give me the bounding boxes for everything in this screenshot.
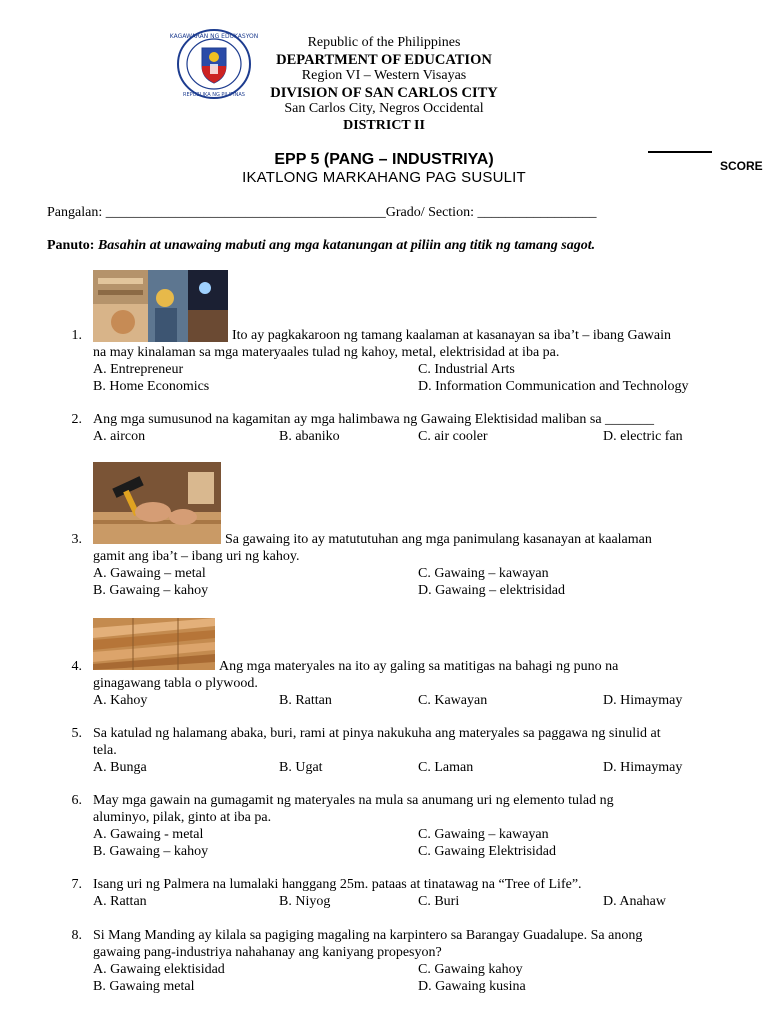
question-number: 4. [71,659,82,674]
choice: B. Rattan [279,693,332,708]
choice: C. air cooler [418,429,488,444]
choice: A. Rattan [93,894,147,909]
question-number: 3. [71,532,82,547]
woodworking-image [93,462,221,544]
score-label: SCORE [720,159,763,173]
header-department: DEPARTMENT OF EDUCATION [276,51,492,68]
question-text: gamit ang iba’t – ibang uri ng kahoy. [93,549,300,564]
choice: A. Entrepreneur [93,362,184,377]
choice: B. abaniko [279,429,340,444]
exam-subtitle: IKATLONG MARKAHANG PAG SUSULIT [242,169,526,186]
choice: A. Bunga [93,760,147,775]
choice: C. Laman [418,760,474,775]
question-text: Sa katulad ng halamang abaka, buri, rami at pinya nakukuha ang materyales sa paggawa ng sinulid at [93,726,661,741]
header-republic: Republic of the Philippines [307,35,461,50]
question-number: 5. [71,726,82,741]
choice: B. Niyog [279,894,331,909]
choice: A. Gawaing - metal [93,827,204,842]
question-number: 7. [71,877,82,892]
question-text: Ang mga sumusunod na kagamitan ay mga halimbawa ng Gawaing Elektisidad maliban sa _______ [93,412,655,427]
industrial-arts-collage-image [93,270,228,342]
question-text: May mga gawain na gumagamit ng materyales na mula sa anumang uri ng elemento tulad ng [93,793,614,808]
choice: A. aircon [93,429,146,444]
score-line [648,151,712,153]
choice: C. Kawayan [418,693,488,708]
header-region: Region VI – Western Visayas [301,68,467,84]
choice: C. Buri [418,894,460,909]
choice: D. Anahaw [603,894,666,909]
choice: B. Gawaing – kahoy [93,844,209,859]
choice: C. Gawaing – kawayan [418,827,549,842]
question-text: Isang uri ng Palmera na lumalaki hanggang 25m. pataas at tinatawag na “Tree of Life”. [93,877,582,892]
wood-planks-image [93,618,215,670]
choice: C. Gawaing – kawayan [418,566,549,581]
choice: A. Gawaing elektisidad [93,962,225,977]
svg-text:REPUBLIKA NG PILIPINAS: REPUBLIKA NG PILIPINAS [183,92,245,98]
question-number: 6. [71,793,82,808]
question-number: 8. [71,928,82,943]
question-text: Sa gawaing ito ay matututuhan ang mga panimulang kasanayan at kaalaman [225,532,652,547]
question-text: ginagawang tabla o plywood. [93,676,258,691]
choice: A. Gawaing – metal [93,566,206,581]
question-text: Ang mga materyales na ito ay galing sa matitigas na bahagi ng puno na [219,659,619,674]
choice: D. Himaymay [603,760,683,775]
instructions [47,238,595,255]
header-division: DIVISION OF SAN CARLOS CITY [270,84,498,101]
question-text: gawaing pang-industriya nahahanay ang kaniyang propesyon? [93,945,442,960]
choice: B. Gawaing – kahoy [93,583,209,598]
choice: B. Gawaing metal [93,979,195,994]
question-number: 1. [71,328,82,343]
exam-title: EPP 5 (PANG – INDUSTRIYA) [274,151,494,168]
question-text: tela. [93,743,117,758]
question-text: na may kinalaman sa mga materyaales tulad ng kahoy, metal, elektrisidad at iba pa. [93,345,560,360]
choice: A. Kahoy [93,693,148,708]
header-city: San Carlos City, Negros Occidental [284,101,484,117]
choice: D. Gawaing – elektrisidad [418,583,565,598]
choice: B. Ugat [279,760,323,775]
choice: D. electric fan [603,429,683,444]
instructions-label: Panuto: [47,238,95,253]
name-grade-line: Pangalan: ________________________________________Grado/ Section: _________________ [47,205,597,220]
svg-text:KAGAWARAN NG EDUKASYON: KAGAWARAN NG EDUKASYON [169,33,259,40]
choice: D. Gawaing kusina [418,979,526,994]
question-text: aluminyo, pilak, ginto at iba pa. [93,810,272,825]
choice: D. Himaymay [603,693,683,708]
choice: C. Gawaing Elektrisidad [418,844,557,859]
choice: D. Information Communication and Technology [418,379,689,394]
instructions-text: Basahin at unawaing mabuti ang mga katanungan at piliin ang titik ng tamang sagot. [97,238,596,253]
choice: B. Home Economics [93,379,210,394]
question-text: Si Mang Manding ay kilala sa pagiging magaling na karpintero sa Barangay Guadalupe. Sa anong [93,928,643,943]
header-district: DISTRICT II [343,117,425,133]
question-text: Ito ay pagkakaroon ng tamang kaalaman at kasanayan sa iba’t – ibang Gawain [232,328,672,343]
question-number: 2. [71,412,82,427]
choice: C. Industrial Arts [418,362,515,377]
choice: C. Gawaing kahoy [418,962,523,977]
